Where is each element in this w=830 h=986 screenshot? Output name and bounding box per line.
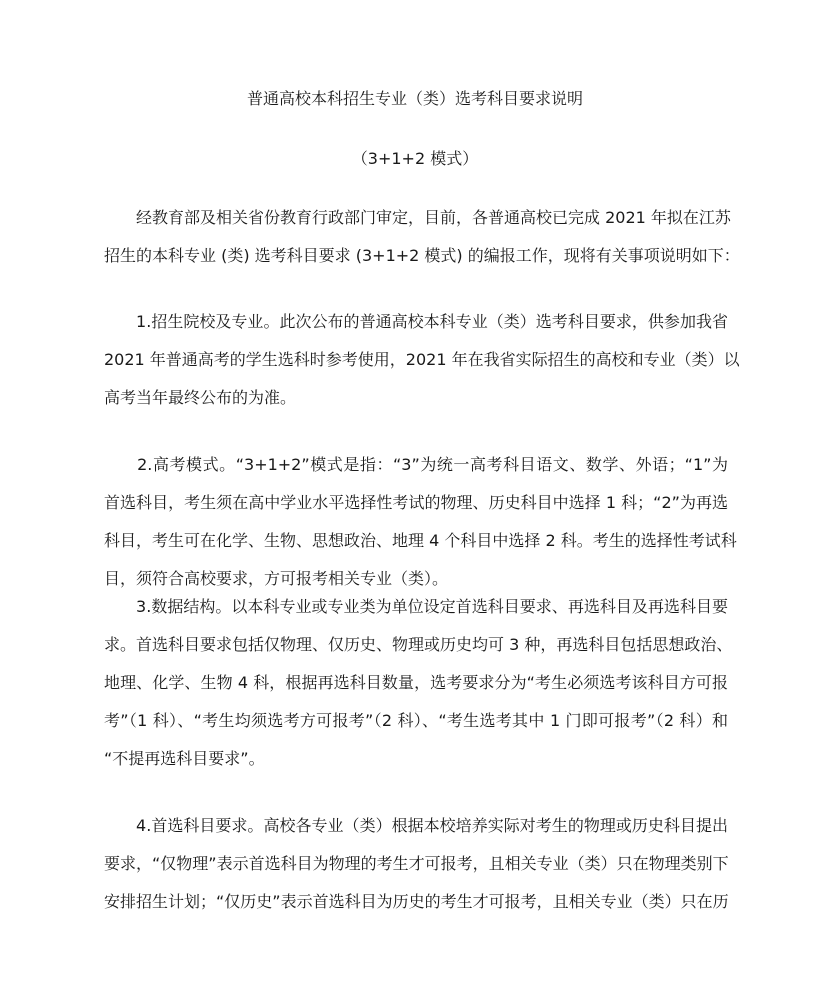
text-line: 要求，“仅物理”表示首选科目为物理的考生才可报考，且相关专业（类）只在物理类别下 xyxy=(104,854,729,873)
text-line: 高考当年最终公布的为准。 xyxy=(104,388,297,407)
text-line: 2021 年普通高考的学生选科时参考使用，2021 年在我省实际招生的高校和专业（类）以 xyxy=(104,350,740,369)
text-line: 3.数据结构。以本科专业或专业类为单位设定首选科目要求、再选科目及再选科目要 xyxy=(104,597,728,616)
text-line: 考”（1 科）、“考生均须选考方可报考”（2 科）、“考生选考其中 1 门即可报考”（2 科）和 xyxy=(104,711,728,730)
text-line: 经教育部及相关省份教育行政部门审定，目前，各普通高校已完成 2021 年拟在江苏 xyxy=(104,208,731,227)
text-line: 求。首选科目要求包括仅物理、仅历史、物理或历史均可 3 种，再选科目包括思想政治、 xyxy=(104,635,733,654)
text-line: 首选科目，考生须在高中学业水平选择性考试的物理、历史科目中选择 1 科；“2”为再选 xyxy=(104,493,728,512)
paragraph-1-schools xyxy=(104,303,740,417)
paragraph-intro xyxy=(104,199,740,275)
text-line: 目，须符合高校要求，方可报考相关专业（类）。 xyxy=(104,569,449,588)
text-line: “不提再选科目要求”。 xyxy=(104,749,265,768)
document-subtitle: （3+1+2 模式） xyxy=(351,149,479,168)
text-line: 2.高考模式。“3+1+2”模式是指：“3”为统一高考科目语文、数学、外语；“1”为 xyxy=(104,455,728,474)
paragraph-4-first-subject xyxy=(104,807,728,921)
text-line: 地理、化学、生物 4 科，根据再选科目数量，选考要求分为“考生必须选考该科目方可报 xyxy=(104,673,728,692)
text-line: 科目，考生可在化学、生物、思想政治、地理 4 个科目中选择 2 科。考生的选择性考试科 xyxy=(104,531,737,550)
text-line: 招生的本科专业 (类) 选考科目要求 (3+1+2 模式) 的编报工作，现将有关事项说明如下： xyxy=(104,246,740,265)
text-line: 1.招生院校及专业。此次公布的普通高校本科专业（类）选考科目要求，供参加我省 xyxy=(104,312,728,331)
text-line: 4.首选科目要求。高校各专业（类）根据本校培养实际对考生的物理或历史科目提出 xyxy=(104,816,728,835)
text-line: 安排招生计划；“仅历史”表示首选科目为历史的考生才可报考，且相关专业（类）只在历 xyxy=(104,892,729,911)
paragraph-2-mode xyxy=(104,446,737,598)
document-title: 普通高校本科招生专业（类）选考科目要求说明 xyxy=(246,89,583,108)
paragraph-3-data-structure xyxy=(104,588,733,778)
